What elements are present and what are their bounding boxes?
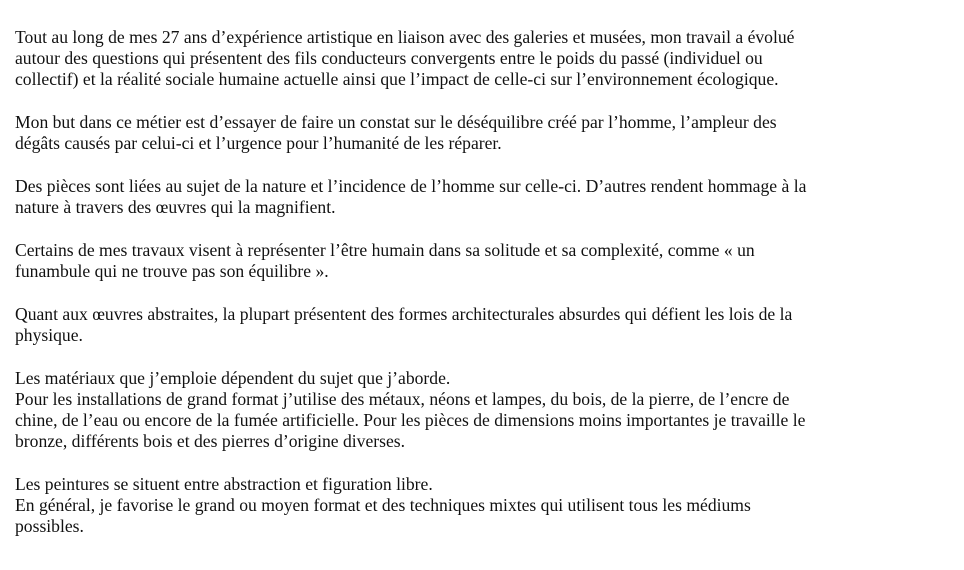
text-line: En général, je favorise le grand ou moyen format et des techniques mixtes qui utilisent tous les médiums — [15, 495, 751, 515]
text-line: chine, de l’eau ou encore de la fumée artificielle. Pour les pièces de dimensions moins importantes je travaille le — [15, 410, 806, 430]
text-line: collectif) et la réalité sociale humaine actuelle ainsi que l’impact de celle-ci sur l’environnement écologique. — [15, 69, 779, 89]
paragraph-materials — [15, 368, 960, 452]
text-line: Mon but dans ce métier est d’essayer de faire un constat sur le déséquilibre créé par l’homme, l’ampleur des — [15, 112, 777, 132]
text-line: Les matériaux que j’emploie dépendent du sujet que j’aborde. — [15, 368, 451, 388]
text-line: Quant aux œuvres abstraites, la plupart présentent des formes architecturales absurdes qui défient les lois de la — [15, 304, 793, 324]
text-line: Des pièces sont liées au sujet de la nature et l’incidence de l’homme sur celle-ci. D’autres rendent hommage à la — [15, 176, 807, 196]
paragraph-goal — [15, 112, 960, 154]
paragraph-experience — [15, 27, 960, 90]
text-line: possibles. — [15, 516, 84, 536]
paragraph-paintings — [15, 474, 960, 537]
text-line: Pour les installations de grand format j’utilise des métaux, néons et lampes, du bois, de la pierre, de l’encre de — [15, 389, 790, 409]
text-line: funambule qui ne trouve pas son équilibre ». — [15, 261, 329, 281]
text-line: physique. — [15, 325, 83, 345]
text-line: Les peintures se situent entre abstraction et figuration libre. — [15, 474, 433, 494]
text-line: bronze, différents bois et des pierres d’origine diverses. — [15, 431, 406, 451]
paragraph-nature — [15, 176, 960, 218]
text-line: nature à travers des œuvres qui la magnifient. — [15, 197, 336, 217]
document-body — [15, 27, 960, 559]
text-line: dégâts causés par celui-ci et l’urgence pour l’humanité de les réparer. — [15, 133, 502, 153]
text-line: Certains de mes travaux visent à représenter l’être humain dans sa solitude et sa complexité, comme « un — [15, 240, 755, 260]
paragraph-human — [15, 240, 960, 282]
paragraph-abstract — [15, 304, 960, 346]
text-line: Tout au long de mes 27 ans d’expérience artistique en liaison avec des galeries et musées, mon travail a évolué — [15, 27, 795, 47]
text-line: autour des questions qui présentent des fils conducteurs convergents entre le poids du passé (individuel ou — [15, 48, 763, 68]
